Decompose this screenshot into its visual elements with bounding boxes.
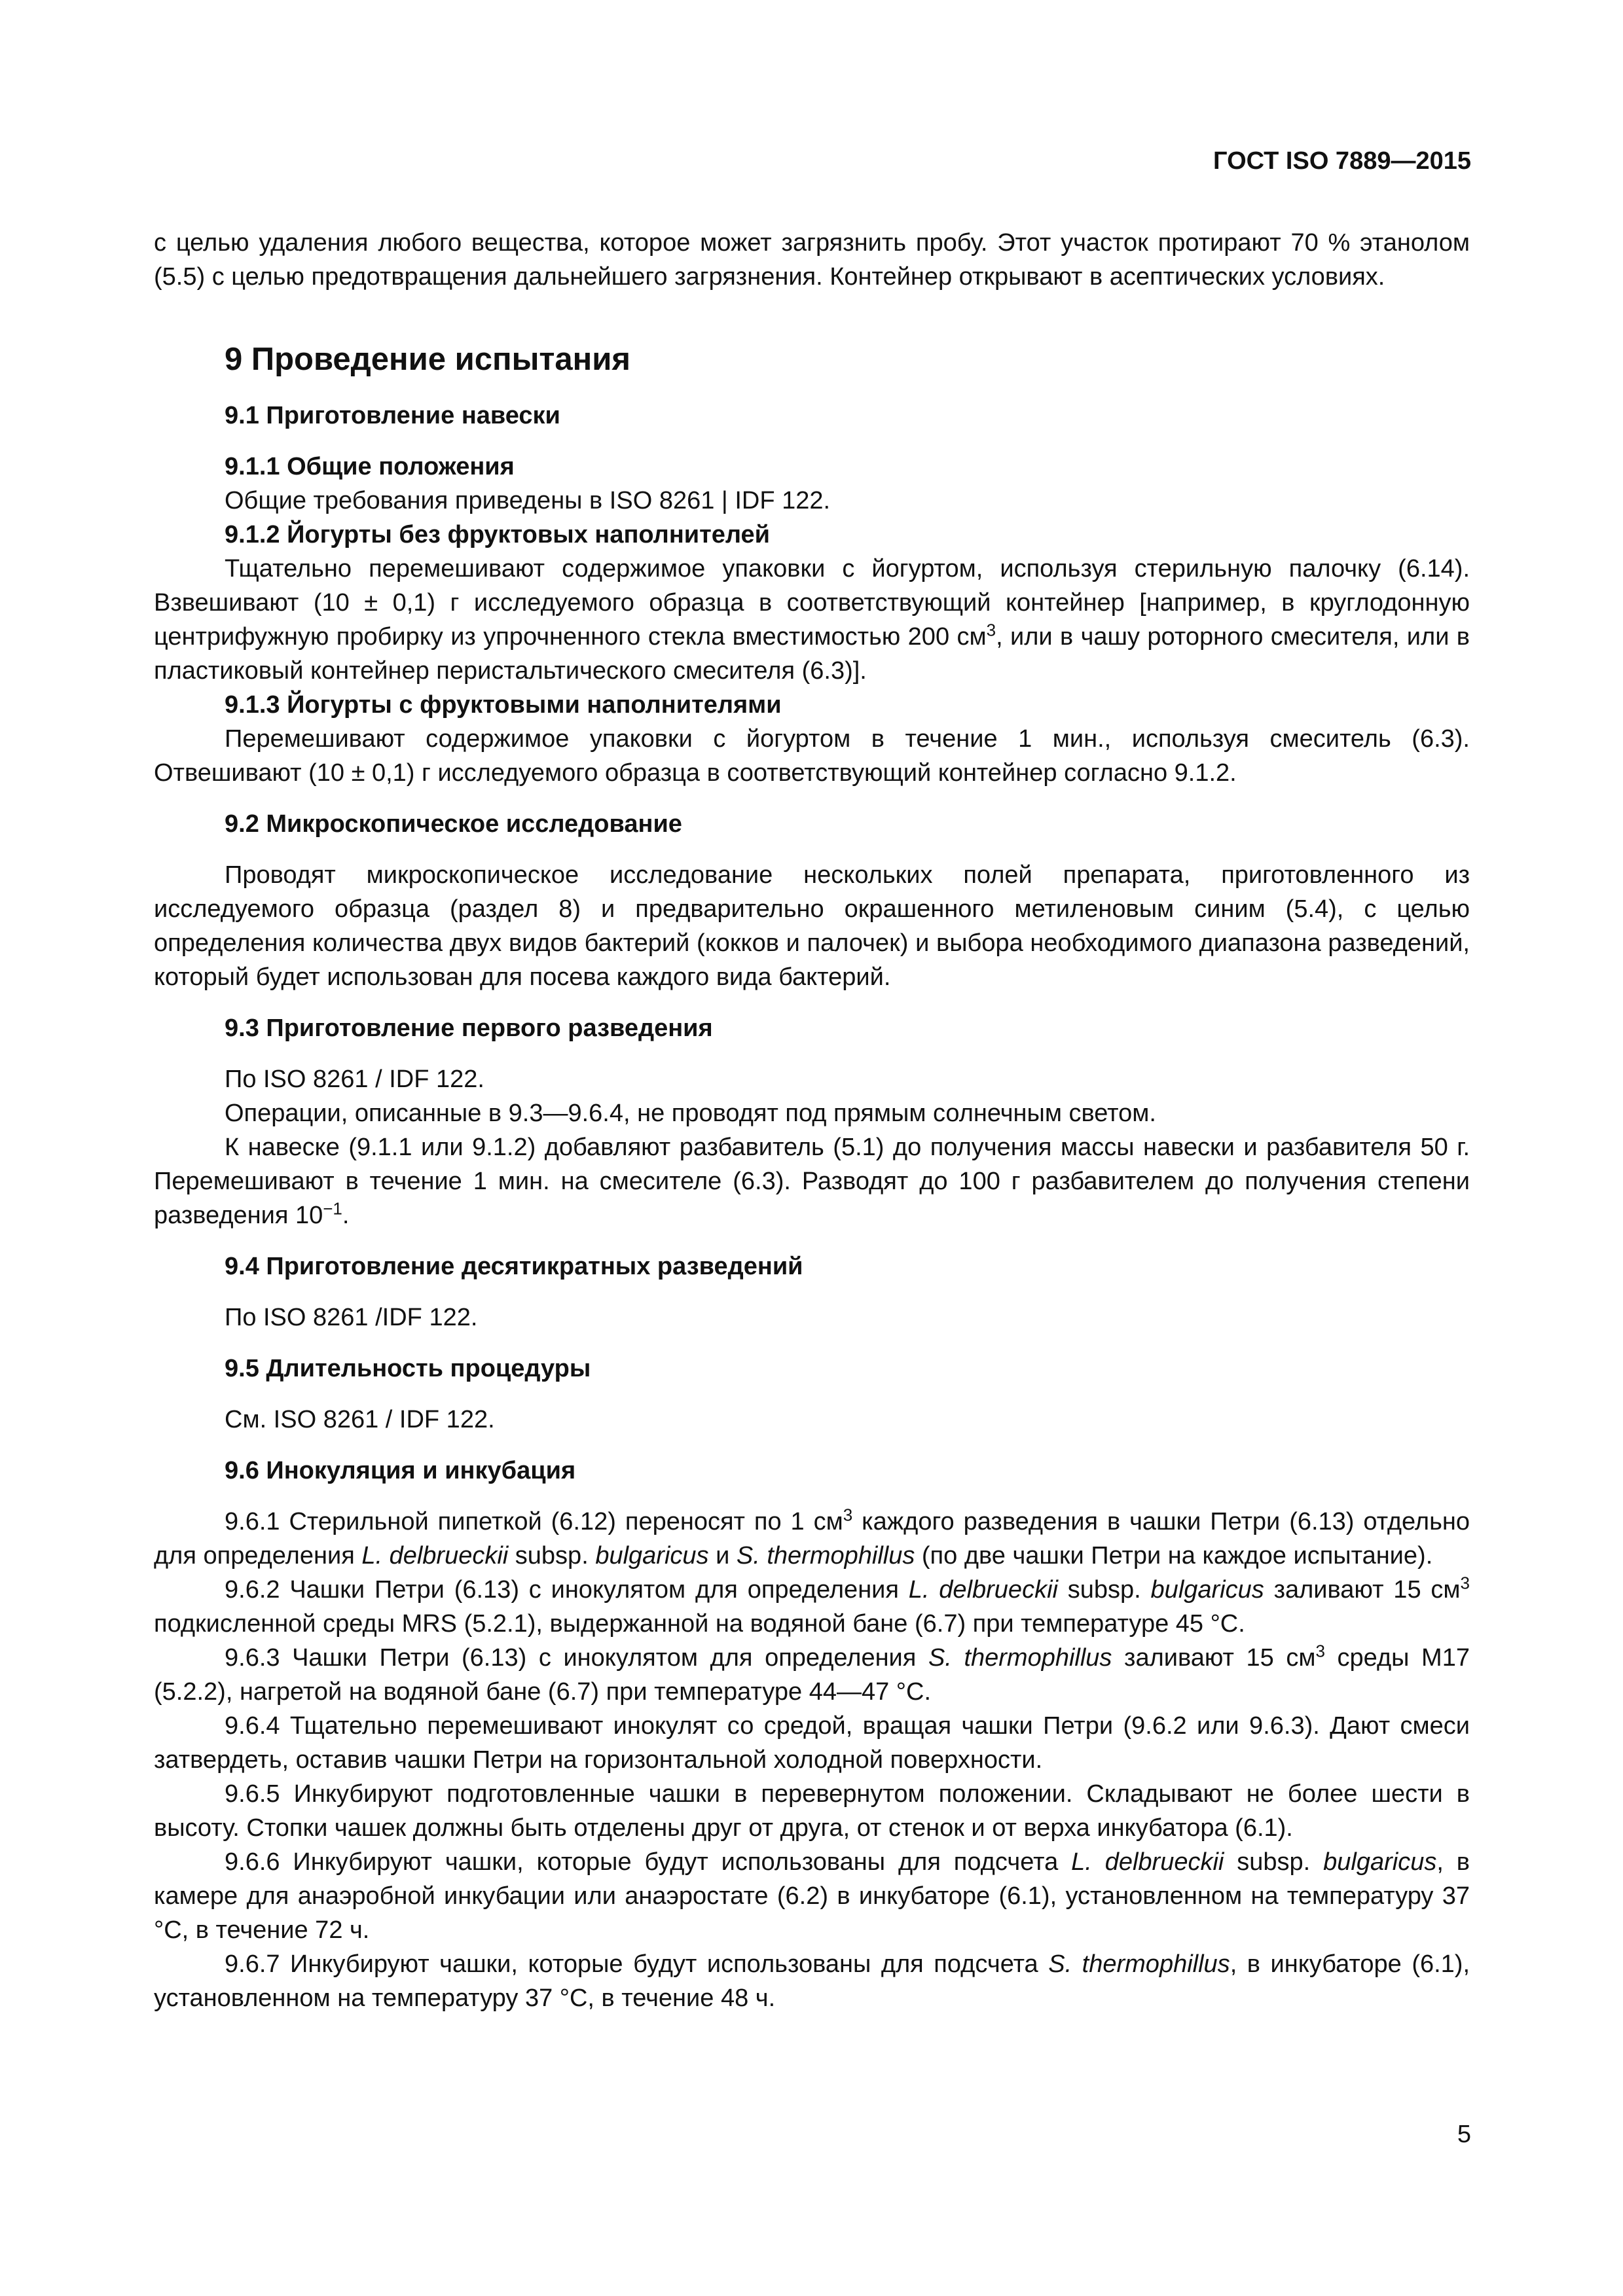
species-name: L. delbrueckii — [361, 1542, 509, 1570]
species-name: bulgaricus — [1150, 1576, 1264, 1604]
paragraph-9-6-2 — [154, 1573, 1470, 1641]
species-name: S. thermophillus — [1048, 1950, 1230, 1978]
paragraph-9-6-5: 9.6.5 Инкубируют подготовленные чашки в перевернутом положении. Складывают не более шести в высоту. Стопки чашек должны быть отделены друг от друга, от стенок и от верха инкубатора (6.1). — [154, 1780, 1470, 1842]
superscript: 3 — [1460, 1573, 1470, 1593]
heading-9-1-3: 9.1.3 Йогурты с фруктовыми наполнителями — [225, 691, 782, 719]
text-run: , в инкубаторе (6.1), установленном на температуру 37 °C, в течение 48 ч. — [154, 1950, 1470, 2012]
species-name: L. delbrueckii — [1071, 1848, 1224, 1876]
paragraph-9-1-1: Общие требования приведены в ISO 8261 | IDF 122. — [225, 487, 831, 514]
species-name: bulgaricus — [595, 1542, 709, 1570]
text-run: Тщательно перемешивают содержимое упаковки с йогуртом, используя стерильную палочку (6.14). Взвешивают (10 ± 0,1) г исследуемого образца в соответствующий контейнер [например, в круглодонную центрифужную пробирку из упрочненного стекла вместимостью 200 см — [154, 555, 1470, 651]
paragraph-9-6-3 — [154, 1641, 1470, 1709]
text-run: К навеске (9.1.1 или 9.1.2) добавляют разбавитель (5.1) до получения массы навески и разбавителя 50 г. Перемешивают в течение 1 мин. на смесителе (6.3). Разводят до 100 г разбавителем до получения степени разведения 10 — [154, 1134, 1470, 1229]
paragraph-9-3-b: Операции, описанные в 9.3—9.6.4, не проводят под прямым солнечным светом. — [225, 1100, 1156, 1127]
species-name: S. thermophillus — [736, 1542, 915, 1570]
text-run: заливают 15 см — [1264, 1576, 1461, 1604]
heading-9-1-1: 9.1.1 Общие положения — [225, 453, 515, 480]
text-run: subsp. — [1224, 1848, 1324, 1876]
subsection-heading-9-6: 9.6 Инокуляция и инкубация — [225, 1457, 576, 1484]
paragraph-9-1-3: Перемешивают содержимое упаковки с йогуртом в течение 1 мин., используя смеситель (6.3). Отвешивают (10 ± 0,1) г исследуемого образца в соответствующий контейнер согласно 9.1.2. — [154, 725, 1470, 787]
paragraph-9-6-4: 9.6.4 Тщательно перемешивают инокулят со средой, вращая чашки Петри (9.6.2 или 9.6.3). Дают смеси затвердеть, оставив чашки Петри на горизонтальной холодной поверхности. — [154, 1712, 1470, 1774]
heading-9-1-2: 9.1.2 Йогурты без фруктовых наполнителей — [225, 521, 771, 548]
species-name: S. thermophillus — [928, 1644, 1112, 1672]
superscript: 3 — [986, 620, 996, 640]
document-body — [154, 226, 1470, 2015]
subsection-heading-9-4: 9.4 Приготовление десятикратных разведений — [225, 1253, 803, 1280]
text-run: subsp. — [508, 1542, 596, 1570]
text-run: (по две чашки Петри на каждое испытание). — [915, 1542, 1433, 1570]
subsection-heading-9-1: 9.1 Приготовление навески — [225, 402, 560, 429]
text-run: , в камере для анаэробной инкубации или анаэростате (6.2) в инкубаторе (6.1), установленном на температуру 37 °C, в течение 72 ч. — [154, 1848, 1470, 1944]
text-run: подкисленной среды MRS (5.2.1), выдержанной на водяной бане (6.7) при температуре 45 °C. — [154, 1610, 1245, 1638]
paragraph-9-2: Проводят микроскопическое исследование нескольких полей препарата, приготовленного из исследуемого образца (раздел 8) и предварительно окрашенного метиленовым синим (5.4), с целью определения количества двух видов бактерий (кокков и палочек) и выбора необходимого диапазона разведений, который будет использован для посева каждого вида бактерий. — [154, 861, 1470, 991]
text-run: каждого разведения в чашки Петри (6.13) отдельно для определения — [154, 1508, 1470, 1570]
text-run: среды M17 (5.2.2), нагретой на водяной бане (6.7) при температуре 44—47 °C. — [154, 1644, 1470, 1706]
text-run: и — [708, 1542, 737, 1570]
page-number: 5 — [1457, 2121, 1471, 2148]
text-run: 9.6.3 Чашки Петри (6.13) с инокулятом для определения — [225, 1644, 928, 1672]
document-id-header: ГОСТ ISO 7889—2015 — [1213, 147, 1471, 175]
species-name: L. delbrueckii — [908, 1576, 1058, 1604]
text-run: 9.6.1 Стерильной пипеткой (6.12) переносят по 1 см — [225, 1508, 843, 1535]
paragraph-9-5: См. ISO 8261 / IDF 122. — [225, 1406, 495, 1433]
text-run: . — [342, 1202, 350, 1229]
text-run: 9.6.7 Инкубируют чашки, которые будут использованы для подсчета — [225, 1950, 1049, 1978]
text-run: 9.6.2 Чашки Петри (6.13) с инокулятом для определения — [225, 1576, 909, 1604]
section-heading-9: 9 Проведение испытания — [225, 342, 630, 377]
superscript: −1 — [323, 1198, 342, 1219]
subsection-heading-9-5: 9.5 Длительность процедуры — [225, 1355, 591, 1382]
paragraph-9-3-a: По ISO 8261 / IDF 122. — [225, 1066, 484, 1093]
paragraph-9-6-6 — [154, 1845, 1470, 1947]
subsection-heading-9-3: 9.3 Приготовление первого разведения — [225, 1014, 713, 1042]
paragraph-9-1-2 — [154, 552, 1470, 688]
paragraph-9-3-c — [154, 1130, 1470, 1232]
superscript: 3 — [1315, 1641, 1325, 1661]
paragraph-9-4: По ISO 8261 /IDF 122. — [225, 1304, 478, 1331]
text-run: subsp. — [1057, 1576, 1151, 1604]
paragraph-9-6-1 — [154, 1505, 1470, 1573]
intro-paragraph: с целью удаления любого вещества, которое может загрязнить пробу. Этот участок протирают 70 % этанолом (5.5) с целью предотвращения дальнейшего загрязнения. Контейнер открывают в асептических условиях. — [154, 229, 1470, 291]
species-name: bulgaricus — [1323, 1848, 1437, 1876]
paragraph-9-6-7 — [154, 1947, 1470, 2015]
superscript: 3 — [843, 1505, 853, 1525]
subsection-heading-9-2: 9.2 Микроскопическое исследование — [225, 810, 682, 838]
text-run: , или в чашу роторного смесителя, или в пластиковый контейнер перистальтического смесителя (6.3)]. — [154, 623, 1470, 685]
text-run: заливают 15 см — [1112, 1644, 1316, 1672]
text-run: 9.6.6 Инкубируют чашки, которые будут использованы для подсчета — [225, 1848, 1072, 1876]
